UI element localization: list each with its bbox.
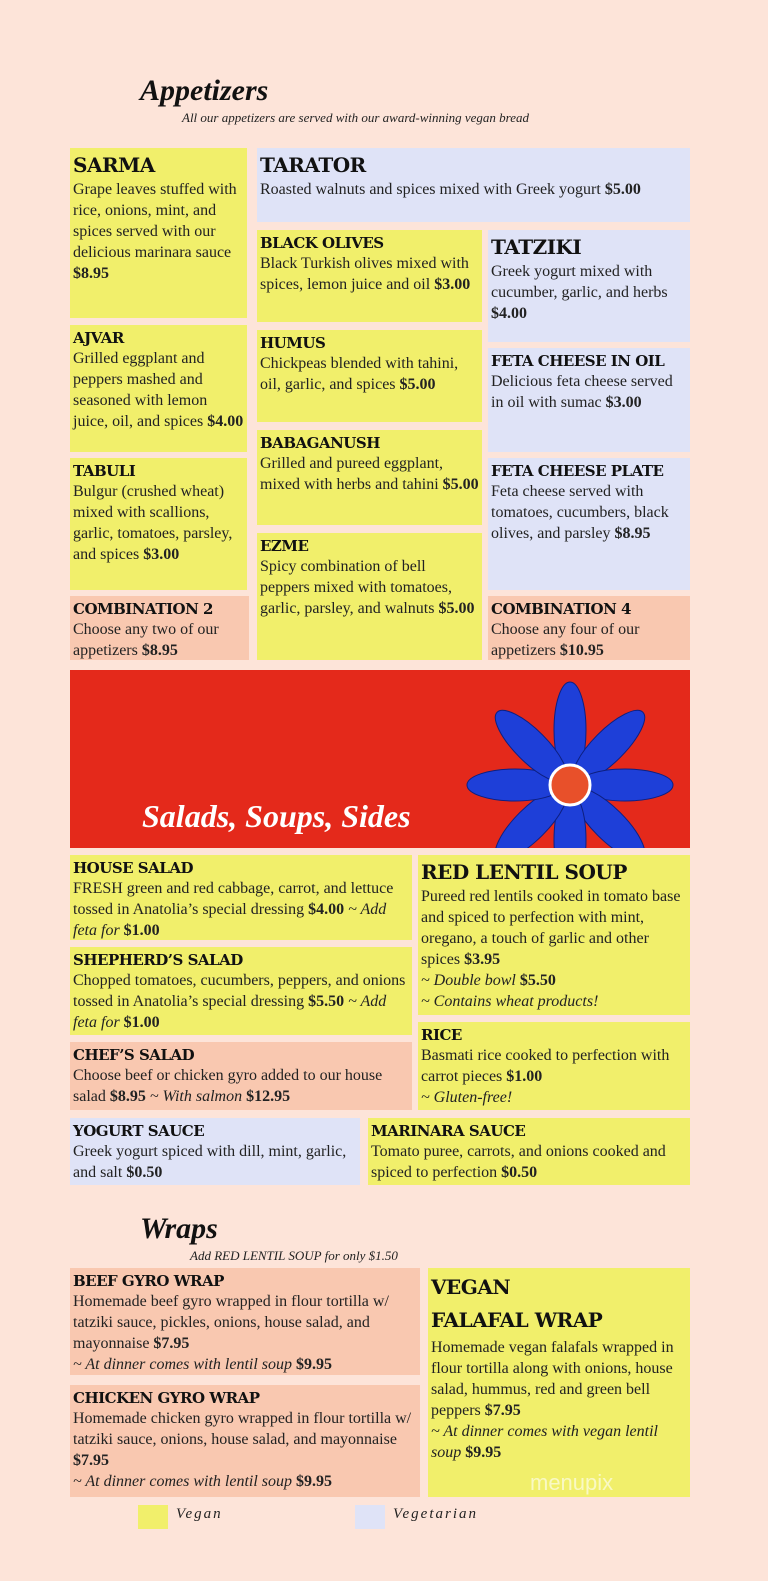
menu-item-house-salad [70, 855, 412, 940]
menu-item-tabuli [70, 458, 247, 590]
item-price: $1.00 [506, 1068, 543, 1085]
item-price: $3.95 [464, 951, 501, 968]
item-price: $3.00 [434, 276, 471, 293]
item-price: $5.00 [442, 476, 479, 493]
menu-item-marinara-sauce [368, 1118, 690, 1185]
menu-item-shepherds-salad [70, 947, 412, 1035]
item-name: COMBINATION 4 [491, 600, 631, 618]
menu-item-rice [418, 1022, 690, 1110]
item-name: HOUSE SALAD [73, 859, 193, 877]
watermark: menupix [530, 1470, 614, 1495]
menu-item-black-olives [257, 230, 482, 322]
item-desc: Feta cheese served with tomatoes, cucumbers, black olives, and parsley [491, 483, 669, 542]
item-price: $8.95 [109, 1088, 146, 1105]
item-name-2: FALAFAL WRAP [431, 1308, 603, 1332]
item-desc: Black Turkish olives mixed with spices, lemon juice and oil [260, 255, 469, 293]
legend-vegan-swatch [138, 1505, 168, 1529]
item-name: BEEF GYRO WRAP [73, 1272, 224, 1290]
menu-item-tatziki [488, 230, 690, 342]
item-desc: Grilled eggplant and peppers mashed and seasoned with lemon juice, oil, and spices [73, 350, 208, 430]
legend-vegetarian-swatch [355, 1505, 385, 1529]
item-price: $7.95 [153, 1335, 190, 1352]
item-price: $8.95 [141, 642, 178, 659]
menu-item-feta-oil [488, 348, 690, 452]
menu-item-red-lentil-soup [418, 855, 690, 1015]
item-desc: Choose any four of our appetizers [491, 621, 640, 659]
item-name: FETA CHEESE PLATE [491, 462, 664, 480]
item-extra: ~ Gluten-free! [421, 1089, 513, 1106]
item-extra: ~ With salmon [149, 1088, 243, 1105]
menu-item-tarator [257, 148, 690, 222]
wraps-subtitle: Add RED LENTIL SOUP for only $1.50 [190, 1248, 398, 1263]
item-price: $8.95 [73, 265, 109, 282]
menu-item-chicken-gyro-wrap [70, 1385, 420, 1497]
menu-item-humus [257, 330, 482, 422]
appetizers-subtitle: All our appetizers are served with our award-winning vegan bread [182, 110, 530, 125]
item-extra-price: $1.00 [123, 922, 160, 939]
item-name: CHICKEN GYRO WRAP [73, 1389, 260, 1407]
item-desc: Choose beef or chicken gyro added to our house salad [73, 1067, 383, 1105]
salads-banner [70, 670, 690, 848]
item-name: RICE [421, 1026, 462, 1044]
item-desc: Homemade chicken gyro wrapped in flour tortilla w/ tatziki sauce, onions, house salad, and mayonnaise [73, 1410, 412, 1448]
item-extra: ~ Double bowl [421, 972, 516, 989]
item-price: $0.50 [126, 1164, 163, 1181]
item-price: $4.00 [491, 305, 527, 322]
item-name: TATZIKI [491, 235, 582, 259]
item-price: $4.00 [207, 413, 244, 430]
item-extra-price: $1.00 [123, 1014, 160, 1031]
menu-item-vegan-falafel-wrap [428, 1268, 690, 1497]
item-name: BLACK OLIVES [260, 234, 384, 252]
item-extra: ~ Add feta for [73, 993, 387, 1031]
item-desc: Chopped tomatoes, cucumbers, peppers, and onions tossed in Anatolia’s special dressing [73, 972, 406, 1010]
item-desc: Chickpeas blended with tahini, oil, garlic, and spices [260, 355, 459, 393]
item-name: VEGAN [431, 1275, 511, 1299]
item-price: $7.95 [484, 1402, 521, 1419]
item-desc: Tomato puree, carrots, and onions cooked and spiced to perfection [371, 1143, 666, 1181]
item-extra-price: $9.95 [296, 1356, 333, 1373]
salads-title: Salads, Soups, Sides [142, 798, 411, 834]
menu-item-chefs-salad [70, 1042, 412, 1110]
menu-item-ezme [257, 533, 482, 660]
item-desc: Basmati rice cooked to perfection with carrot pieces [421, 1047, 670, 1085]
item-extra: ~ At dinner comes with lentil soup [73, 1473, 293, 1490]
item-name: AJVAR [73, 329, 124, 347]
item-desc: Greek yogurt spiced with dill, mint, garlic, and salt [73, 1143, 347, 1181]
item-price: $5.00 [399, 376, 436, 393]
item-desc: Choose any two of our appetizers [73, 621, 219, 659]
item-desc: FRESH green and red cabbage, carrot, and lettuce tossed in Anatolia’s special dressing [73, 880, 394, 918]
item-name: SHEPHERD’S SALAD [73, 951, 243, 969]
item-price: $3.00 [605, 394, 642, 411]
item-desc: Greek yogurt mixed with cucumber, garlic, and herbs [491, 263, 668, 301]
item-name: HUMUS [260, 334, 326, 352]
item-name: TARATOR [260, 153, 366, 177]
item-desc: Spicy combination of bell peppers mixed with tomatoes, garlic, parsley, and walnuts [260, 558, 452, 617]
item-desc: Grape leaves stuffed with rice, onions, mint, and spices served with our delicious marinara sauce [73, 181, 237, 261]
item-price: $4.00 [308, 901, 345, 918]
item-extra: ~ At dinner comes with lentil soup [73, 1356, 293, 1373]
item-extra: ~ Add feta for [73, 901, 387, 939]
item-price: $5.50 [308, 993, 345, 1010]
wraps-title: Wraps [140, 1212, 218, 1245]
appetizers-title: Appetizers [140, 74, 269, 107]
item-extra: ~ At dinner comes with vegan lentil soup [431, 1423, 658, 1461]
item-desc: Homemade vegan falafals wrapped in flour tortilla along with onions, house salad, hummus, red and green bell peppers [431, 1339, 674, 1419]
item-name: TABULI [73, 462, 136, 480]
item-extra-price: $9.95 [296, 1473, 333, 1490]
menu-item-ajvar [70, 325, 247, 452]
menu-item-babaganush [257, 430, 482, 525]
item-desc: Bulgur (crushed wheat) mixed with scallions, garlic, tomatoes, parsley, and spices [73, 483, 233, 563]
item-name: MARINARA SAUCE [371, 1122, 526, 1140]
menu-item-combination-2 [70, 596, 249, 660]
item-price: $3.00 [143, 546, 180, 563]
item-price: $5.00 [604, 181, 641, 198]
item-price: $5.00 [438, 600, 475, 617]
item-extra-price: $9.95 [465, 1444, 502, 1461]
item-price: $0.50 [501, 1164, 538, 1181]
item-desc: Roasted walnuts and spices mixed with Greek yogurt [260, 181, 601, 198]
item-name: SARMA [73, 153, 155, 177]
item-name: YOGURT SAUCE [73, 1122, 205, 1140]
item-desc: Homemade beef gyro wrapped in flour tortilla w/ tatziki sauce, pickles, onions, house salad, and mayonnaise [73, 1293, 389, 1352]
item-desc: Grilled and pureed eggplant, mixed with herbs and tahini [260, 455, 444, 493]
item-name: RED LENTIL SOUP [421, 860, 627, 884]
item-extra-price: $12.95 [246, 1088, 291, 1105]
item-price: $8.95 [614, 525, 651, 542]
item-name: EZME [260, 537, 309, 555]
menu-item-feta-plate [488, 458, 690, 590]
menu-item-sarma [70, 148, 247, 318]
item-name: BABAGANUSH [260, 434, 380, 452]
item-extra-price: $5.50 [519, 972, 556, 989]
item-name: COMBINATION 2 [73, 600, 213, 618]
legend-vegetarian-label: Vegetarian [393, 1506, 478, 1522]
item-price: $10.95 [559, 642, 604, 659]
item-extra-note: ~ Contains wheat products! [421, 993, 599, 1010]
menu-item-combination-4 [488, 596, 690, 660]
item-price: $7.95 [73, 1452, 109, 1469]
menu-item-yogurt-sauce [70, 1118, 360, 1185]
item-name: CHEF’S SALAD [73, 1046, 195, 1064]
item-name: FETA CHEESE IN OIL [491, 352, 665, 370]
item-desc: Delicious feta cheese served in oil with sumac [491, 373, 673, 411]
menu-item-beef-gyro-wrap [70, 1268, 420, 1375]
legend-vegan-label: Vegan [176, 1506, 223, 1522]
item-desc: Pureed red lentils cooked in tomato base and spiced to perfection with mint, oregano, a touch of garlic and other spices [421, 888, 681, 968]
